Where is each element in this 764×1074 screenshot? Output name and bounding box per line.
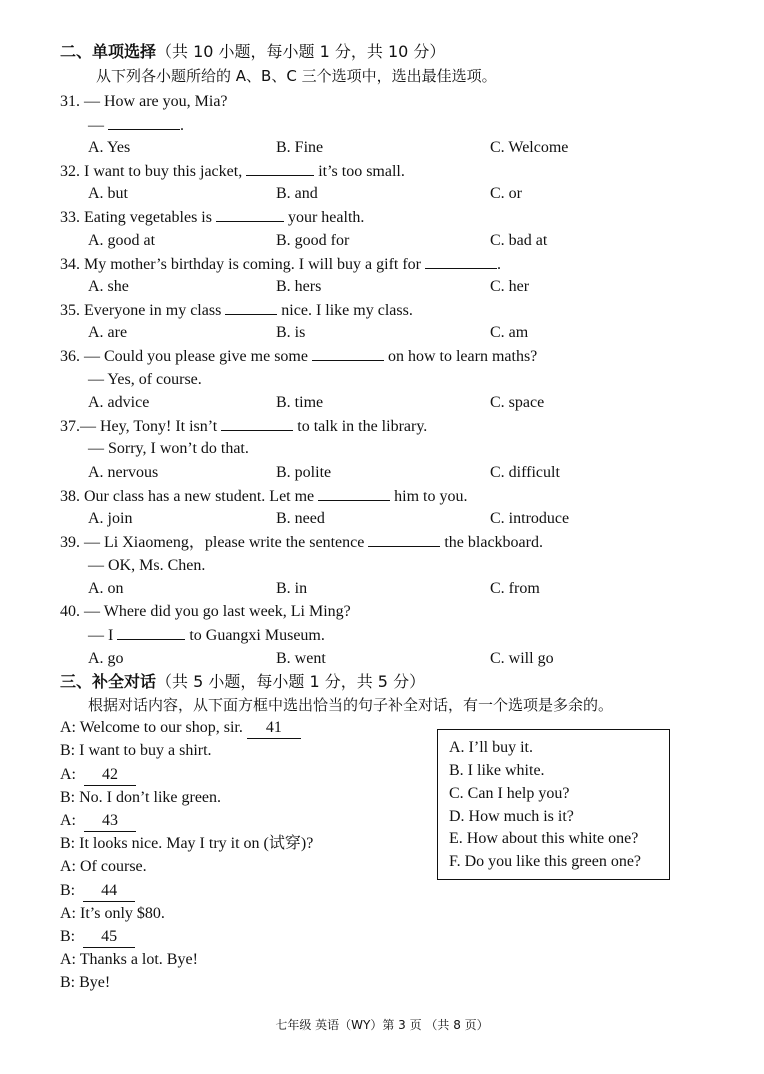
dialogue-line-2: B: I want to buy a shirt. (60, 742, 212, 759)
question-40-option-a: A. go (88, 650, 124, 667)
question-40-stem: 40. — Where did you go last week, Li Ming? (60, 603, 351, 620)
question-38-option-c: C. introduce (490, 510, 570, 527)
question-39-option-b: B. in (276, 580, 308, 597)
question-31-answer-line: — . (88, 117, 184, 134)
question-39-stem: 39. — Li Xiaomeng，please write the sentence the blackboard. (60, 534, 543, 551)
dialogue-line-6: B: It looks nice. May I try it on (试穿)? (60, 835, 314, 852)
answer-blank[interactable] (221, 416, 293, 431)
question-36-option-b: B. time (276, 394, 324, 411)
answer-blank[interactable] (117, 625, 185, 640)
answer-blank[interactable] (246, 161, 314, 176)
blank-45[interactable]: 45 (83, 927, 135, 948)
dialogue-line-10: B: 45 (60, 927, 135, 948)
section-2-heading (60, 42, 445, 62)
question-33-option-b: B. good for (276, 232, 350, 249)
question-37-option-b: B. polite (276, 464, 332, 481)
answer-blank[interactable] (225, 300, 277, 315)
box-option-c: C. Can I help you? (449, 785, 570, 802)
question-33-stem: 33. Eating vegetables is your health. (60, 209, 365, 226)
question-38-option-a: A. join (88, 510, 133, 527)
section-2-info: （共 10 小题，每小题 1 分，共 10 分） (156, 42, 446, 61)
question-32-option-b: B. and (276, 185, 318, 202)
question-33-option-c: C. bad at (490, 232, 548, 249)
dialogue-line-3: A: 42 (60, 765, 136, 786)
section-3-info: （共 5 小题，每小题 1 分，共 5 分） (156, 672, 426, 691)
blank-42[interactable]: 42 (84, 765, 136, 786)
section-2-instruction: 从下列各小题所给的 A、B、C 三个选项中，选出最佳选项。 (96, 67, 497, 85)
dialogue-line-5: A: 43 (60, 811, 136, 832)
dialogue-line-9: A: It’s only $80. (60, 905, 165, 922)
answer-blank[interactable] (318, 486, 390, 501)
question-32-option-a: A. but (88, 185, 128, 202)
dialogue-line-7: A: Of course. (60, 858, 147, 875)
dialogue-line-8: B: 44 (60, 881, 135, 902)
question-40-option-c: C. will go (490, 650, 554, 667)
question-37-option-a: A. nervous (88, 464, 159, 481)
page-footer: 七年级 英语（WY）第 3 页 （共 8 页） (275, 1018, 489, 1032)
answer-blank[interactable] (312, 346, 384, 361)
question-35-stem: 35. Everyone in my class nice. I like my class. (60, 302, 413, 319)
question-40-answer-line: — I to Guangxi Museum. (88, 627, 325, 644)
question-35-option-b: B. is (276, 324, 306, 341)
box-option-d: D. How much is it? (449, 808, 574, 825)
answer-blank[interactable] (216, 207, 284, 222)
blank-44[interactable]: 44 (83, 881, 135, 902)
question-36-option-a: A. advice (88, 394, 150, 411)
question-31-option-b: B. Fine (276, 139, 324, 156)
dialogue-line-12: B: Bye! (60, 974, 111, 991)
question-37-option-c: C. difficult (490, 464, 560, 481)
question-37-stem: 37.— Hey, Tony! It isn’t to talk in the library. (60, 418, 428, 435)
section-3-title: 三、补全对话 (60, 672, 157, 691)
question-36-response: — Yes, of course. (88, 371, 202, 388)
question-34-option-b: B. hers (276, 278, 322, 295)
question-36-stem: 36. — Could you please give me some on how to learn maths? (60, 348, 538, 365)
box-option-b: B. I like white. (449, 762, 545, 779)
blank-43[interactable]: 43 (84, 811, 136, 832)
options-box (437, 729, 670, 880)
box-option-f: F. Do you like this green one? (449, 853, 642, 870)
question-32-option-c: C. or (490, 185, 522, 202)
section-3-instruction: 根据对话内容，从下面方框中选出恰当的句子补全对话，有一个选项是多余的。 (88, 696, 614, 714)
question-39-response: — OK, Ms. Chen. (88, 557, 206, 574)
dialogue-line-11: A: Thanks a lot. Bye! (60, 951, 198, 968)
dialogue-line-4: B: No. I don’t like green. (60, 789, 222, 806)
section-2-title: 二、单项选择 (60, 42, 157, 61)
question-31-option-c: C. Welcome (490, 139, 569, 156)
blank-41[interactable]: 41 (247, 718, 301, 739)
question-40-option-b: B. went (276, 650, 326, 667)
answer-blank[interactable] (108, 115, 180, 130)
section-3-heading (60, 672, 425, 692)
question-34-option-c: C. her (490, 278, 530, 295)
box-option-e: E. How about this white one? (449, 830, 639, 847)
question-39-option-a: A. on (88, 580, 124, 597)
answer-blank[interactable] (368, 532, 440, 547)
question-38-option-b: B. need (276, 510, 325, 527)
answer-blank[interactable] (425, 254, 497, 269)
question-31-option-a: A. Yes (88, 139, 131, 156)
question-32-stem: 32. I want to buy this jacket, it’s too small. (60, 163, 405, 180)
question-34-option-a: A. she (88, 278, 129, 295)
question-38-stem: 38. Our class has a new student. Let me him to you. (60, 488, 468, 505)
box-option-a: A. I’ll buy it. (449, 739, 533, 756)
dialogue-line-1: A: Welcome to our shop, sir. 41 (60, 718, 301, 739)
question-31-stem: 31. — How are you, Mia? (60, 93, 228, 110)
question-39-option-c: C. from (490, 580, 540, 597)
question-35-option-c: C. am (490, 324, 529, 341)
question-34-stem: 34. My mother’s birthday is coming. I will buy a gift for . (60, 256, 501, 273)
question-36-option-c: C. space (490, 394, 545, 411)
question-37-response: — Sorry, I won’t do that. (88, 440, 249, 457)
question-33-option-a: A. good at (88, 232, 156, 249)
question-35-option-a: A. are (88, 324, 128, 341)
